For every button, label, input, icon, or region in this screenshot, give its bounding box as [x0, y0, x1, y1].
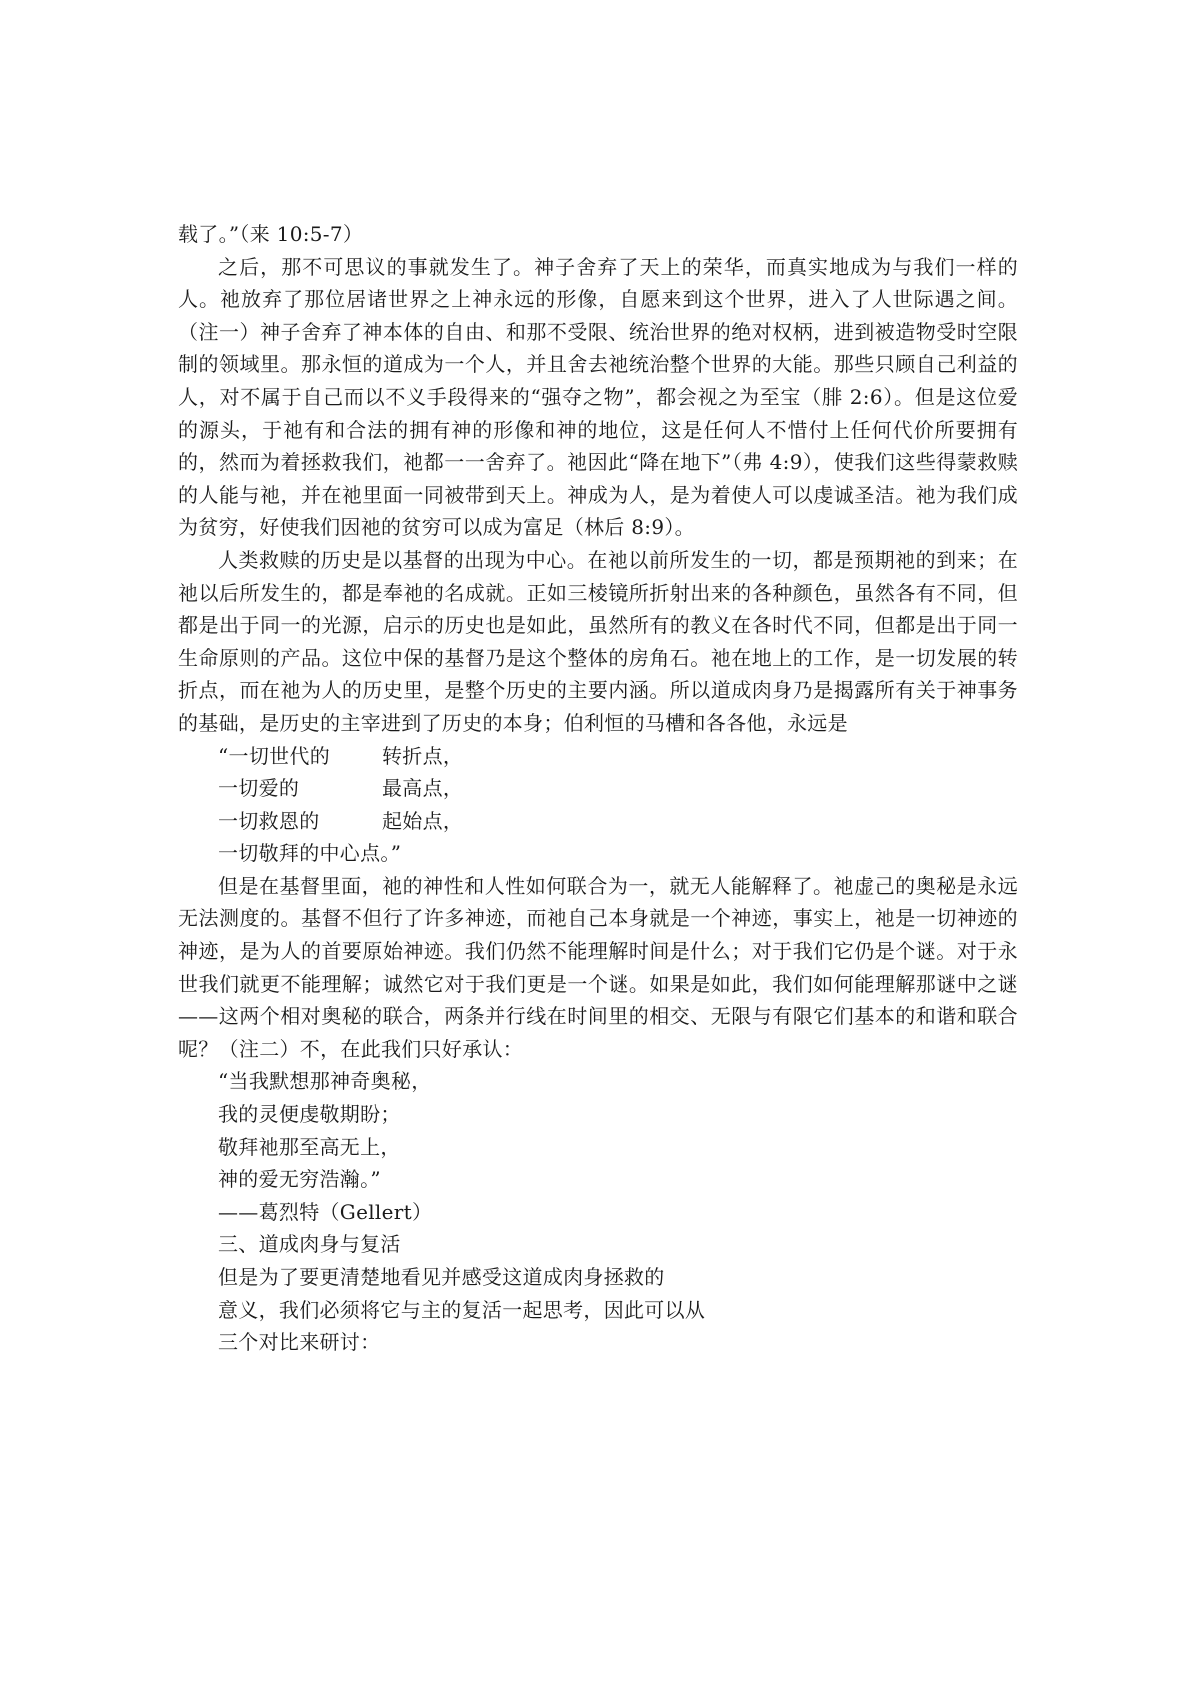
poem-line: 神的爱无穷浩瀚。” [218, 1167, 381, 1192]
poem-attribution: ——葛烈特（Gellert） [218, 1199, 433, 1224]
poem-line: 我的灵便虔敬期盼； [218, 1102, 401, 1127]
document-page [178, 218, 1018, 1359]
poem-line: “当我默想那神奇奥秘， [218, 1069, 432, 1094]
closing-line: 三个对比来研讨： [218, 1330, 381, 1355]
paragraph-incarnation: 之后，那不可思议的事就发生了。神子舍弃了天上的荣华，而真实地成为与我们一样的人。祂放弃了那位居诸世界之上神永远的形像，自愿来到这个世界，进入了人世际遇之间。（注一）神子舍弃了神本体的自由、和那不受限、统治世界的绝对权柄，进到被造物受时空限制的领域里。那永恒的道成为一个人，并且舍去祂统治整个世界的大能。那些只顾自己利益的人，对不属于自己而以不义手段得来的“强夺之物”，都会视之为至宝（腓 2:6）。但是这位爱的源头，于祂有和合法的拥有神的形像和神的地位，这是任何人不惜付上任何代价所要拥有的，然而为着拯救我们，祂都一一舍弃了。祂因此“降在地下”（弗 4:9），使我们这些得蒙救赎的人能与祂，并在祂里面一同被带到天上。神成为人，是为着使人可以虔诚圣洁。祂为我们成为贫穷，好使我们因祂的贫穷可以成为富足（林后 8:9）。 [178, 254, 1018, 540]
lead-line: 载了。”（来 10:5-7） [178, 222, 364, 246]
paragraph-redemption-history: 人类救赎的历史是以基督的出现为中心。在祂以前所发生的一切，都是预期祂的到来；在祂以后所发生的，都是奉祂的名成就。正如三棱镜所折射出来的各种颜色，虽然各有不同，但都是出于同一的光源，启示的历史也是如此，虽然所有的教义在各时代不同，但都是出于同一生命原则的产品。这位中保的基督乃是这个整体的房角石。祂在地上的工作，是一切发展的转折点，而在祂为人的历史里，是整个历史的主要内涵。所以道成肉身乃是揭露所有关于神事务的基础，是历史的主宰进到了历史的本身；伯利恒的马槽和各各他，永远是 [178, 547, 1018, 735]
section-heading: 三、道成肉身与复活 [218, 1232, 401, 1257]
poem-gellert [178, 1065, 1018, 1358]
poem-line: “一切世代的 转折点， [218, 743, 464, 768]
closing-line: 意义，我们必须将它与主的复活一起思考，因此可以从 [218, 1297, 706, 1322]
poem-line: 一切爱的 最高点， [218, 776, 464, 801]
poem-line: 一切救恩的 起始点， [218, 808, 464, 833]
poem-line: 敬拜祂那至高无上， [218, 1134, 401, 1159]
poem-turning-point [178, 740, 1018, 870]
closing-line: 但是为了要更清楚地看见并感受这道成肉身拯救的 [218, 1265, 665, 1289]
paragraph-mystery: 但是在基督里面，祂的神性和人性如何联合为一，就无人能解释了。祂虚己的奥秘是永远无法测度的。基督不但行了许多神迹，而祂自己本身就是一个神迹，事实上，祂是一切神迹的神迹，是为人的首要原始神迹。我们仍然不能理解时间是什么；对于我们它仍是个谜。对于永世我们就更不能理解；诚然它对于我们更是一个谜。如果是如此，我们如何能理解那谜中之谜——这两个相对奥秘的联合，两条并行线在时间里的相交、无限与有限它们基本的和谐和联合呢？（注二）不，在此我们只好承认： [178, 873, 1018, 1061]
poem-line: 一切敬拜的中心点。” [218, 841, 402, 866]
